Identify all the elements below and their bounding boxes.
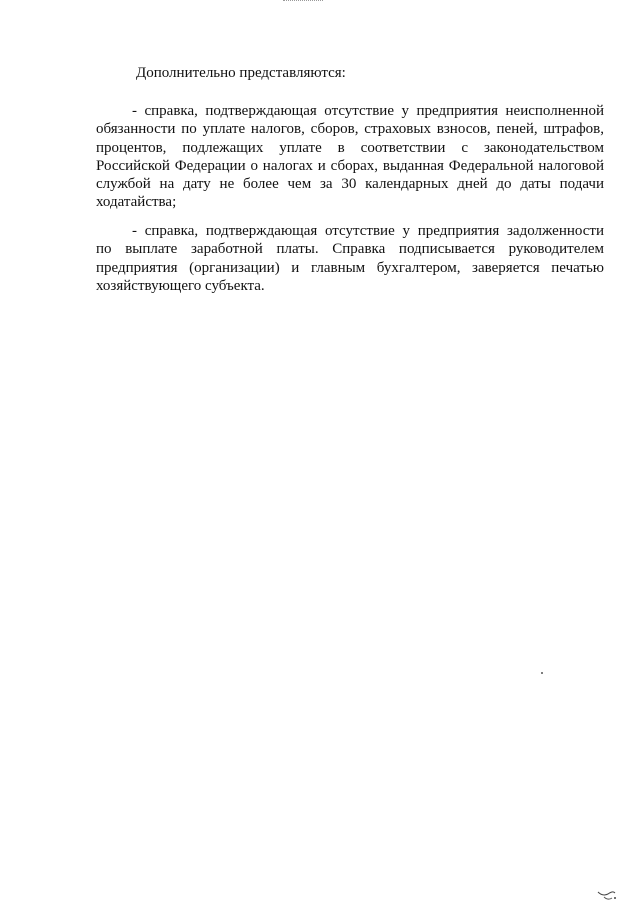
paragraph-line: службой на дату не более чем за 30 календарных дней до даты подачи	[96, 176, 604, 193]
paragraph-salary-certificate	[96, 222, 604, 295]
paragraph-line: по выплате заработной платы. Справка подписывается руководителем	[96, 241, 604, 258]
paragraph-line: ходатайства;	[96, 194, 177, 211]
paragraph-line: предприятия (организации) и главным бухгалтером, заверяется печатью	[96, 259, 604, 276]
paragraph-line: хозяйствующего субъекта.	[96, 277, 265, 294]
paragraph-line: процентов, подлежащих уплате в соответствии с законодательством	[96, 139, 604, 156]
paragraph-line: Российской Федерации о налогах и сборах, выданная Федеральной налоговой	[96, 157, 604, 174]
paragraph-line: - справка, подтверждающая отсутствие у предприятия неисполненной	[132, 103, 604, 119]
scan-speck	[541, 672, 543, 674]
scan-top-mark	[283, 0, 323, 3]
paragraph-line: обязанности по уплате налогов, сборов, страховых взносов, пеней, штрафов,	[96, 121, 604, 138]
handwritten-mark-icon	[596, 886, 618, 902]
document-heading: Дополнительно представляются:	[136, 65, 346, 81]
paragraph-tax-certificate	[96, 102, 604, 212]
paragraph-line: - справка, подтверждающая отсутствие у предприятия задолженности	[132, 223, 604, 239]
